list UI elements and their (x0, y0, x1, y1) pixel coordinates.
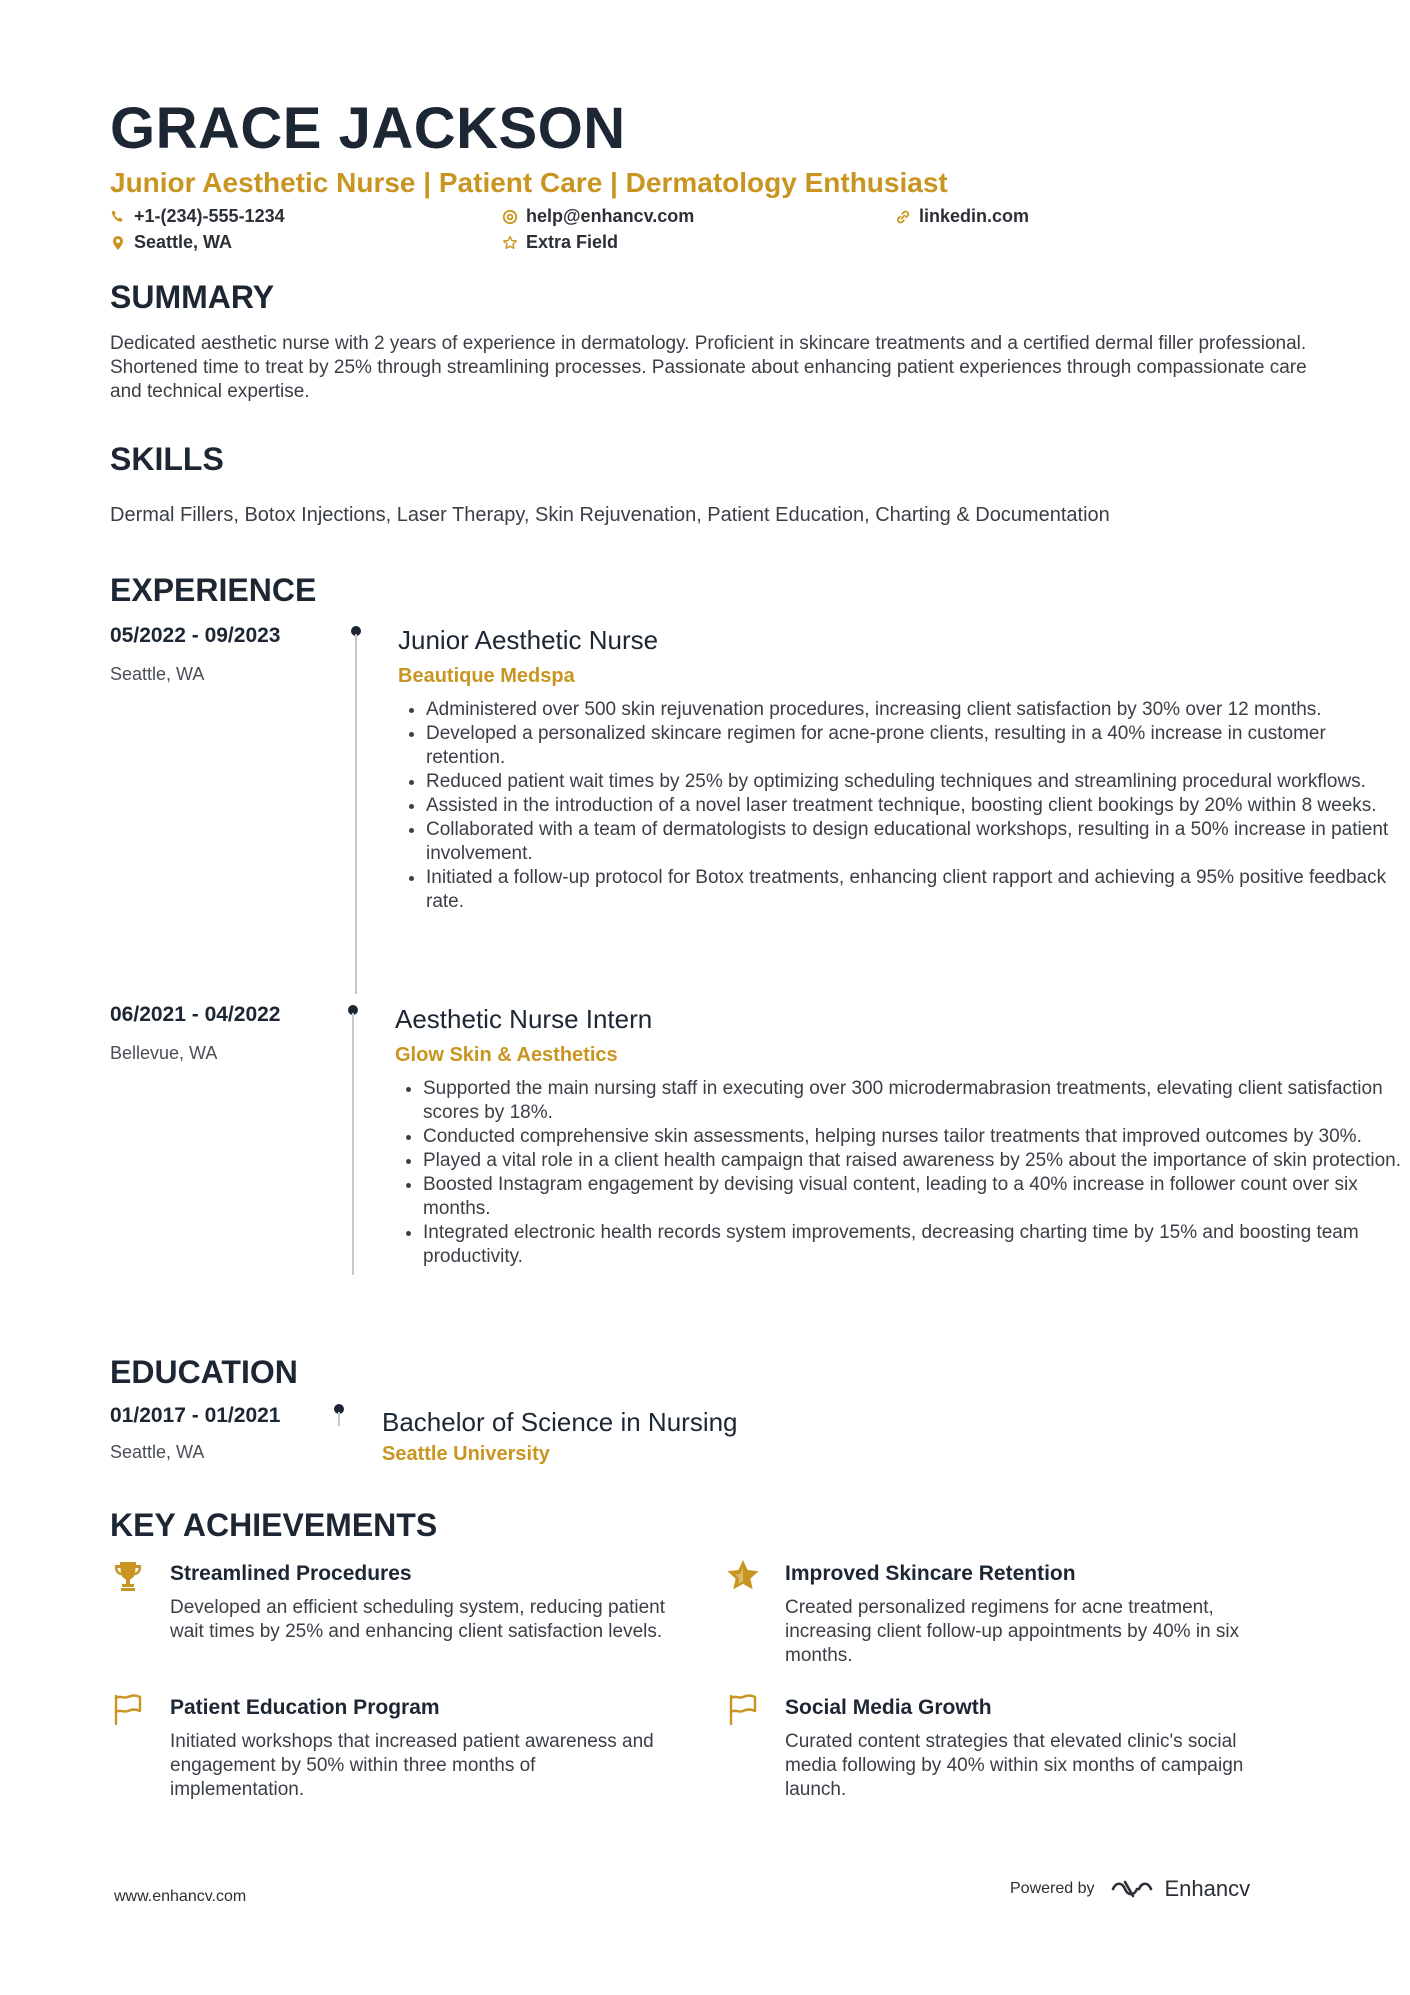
education-location: Seattle, WA (110, 1442, 205, 1462)
enhancv-logo-icon (1109, 1876, 1157, 1902)
link-icon (895, 209, 911, 225)
candidate-name: GRACE JACKSON (110, 96, 626, 161)
education-heading: EDUCATION (110, 1354, 298, 1390)
timeline-line (355, 634, 357, 994)
achievements-heading: KEY ACHIEVEMENTS (110, 1507, 438, 1543)
candidate-title: Junior Aesthetic Nurse | Patient Care | Dermatology Enthusiast (110, 167, 948, 198)
achievement-desc: Curated content strategies that elevated clinic's social media following by 40% within six months of campaign launch. (785, 1731, 1244, 1800)
experience-section (110, 571, 1310, 609)
job-dates: 05/2022 - 09/2023 (110, 624, 281, 647)
skills-heading: SKILLS (110, 441, 224, 477)
summary-heading: SUMMARY (110, 279, 275, 315)
contact-phone[interactable] (110, 206, 285, 227)
job-company[interactable]: Beautique Medspa (398, 665, 575, 687)
list-item: • Conducted comprehensive skin assessments, helping nurses tailor treatments that improved outcomes by 30%. (423, 1125, 1405, 1149)
achievement-title: Streamlined Procedures (170, 1562, 412, 1585)
achievement-desc: Initiated workshops that increased patient awareness and engagement by 50% within three months of implementation. (170, 1731, 654, 1800)
footer-branding (1010, 1876, 1250, 1902)
list-item: • Boosted Instagram engagement by devising visual content, leading to a 40% increase in follower count over six months. (423, 1173, 1405, 1221)
list-item: • Integrated electronic health records system improvements, decreasing charting time by 15% and boosting team productivity. (423, 1221, 1405, 1269)
list-item: • Initiated a follow-up protocol for Botox treatments, enhancing client rapport and achieving a 95% positive feedback rate. (426, 866, 1408, 914)
job-bullets (398, 698, 1408, 914)
location-text: Seattle, WA (134, 232, 233, 252)
linkedin-text: linkedin.com (919, 206, 1030, 226)
school[interactable]: Seattle University (382, 1443, 550, 1465)
list-item: • Developed a personalized skincare regimen for acne-prone clients, resulting in a 40% increase in customer retention. (426, 722, 1408, 770)
contact-location (110, 232, 232, 253)
experience-heading: EXPERIENCE (110, 572, 317, 608)
timeline-line (352, 1013, 354, 1275)
job-details (395, 1003, 1405, 1269)
achievements-section (110, 1506, 1310, 1544)
job-location: Bellevue, WA (110, 1043, 218, 1063)
degree: Bachelor of Science in Nursing (382, 1407, 738, 1437)
education-entry (110, 1404, 1310, 1464)
skills-section (110, 440, 1310, 528)
job-role: Junior Aesthetic Nurse (398, 625, 659, 655)
skills-list: Dermal Fillers, Botox Injections, Laser Therapy, Skin Rejuvenation, Patient Education, Charting & Documentation (110, 504, 1110, 526)
achievement-title: Improved Skincare Retention (785, 1562, 1076, 1585)
list-item: • Reduced patient wait times by 25% by optimizing scheduling techniques and streamlining procedural workflows. (426, 770, 1408, 794)
email-text: help@enhancv.com (526, 206, 695, 226)
extra-field-text: Extra Field (526, 232, 619, 252)
contact-linkedin[interactable] (895, 206, 1029, 227)
at-icon (502, 209, 518, 225)
experience-entry (110, 624, 1389, 994)
contact-email[interactable] (502, 206, 694, 227)
job-location: Seattle, WA (110, 664, 205, 684)
achievement-title: Social Media Growth (785, 1696, 992, 1719)
location-pin-icon (110, 235, 126, 251)
achievement-desc: Developed an efficient scheduling system, reducing patient wait times by 25% and enhancing client satisfaction levels. (170, 1597, 666, 1642)
education-dates: 01/2017 - 01/2021 (110, 1404, 281, 1427)
list-item: • Supported the main nursing staff in executing over 300 microdermabrasion treatments, elevating client satisfaction scores by 18%. (423, 1077, 1405, 1125)
education-details (382, 1406, 1282, 1466)
list-item: • Collaborated with a team of dermatologists to design educational workshops, resulting in a 50% increase in patient involvement. (426, 818, 1408, 866)
job-role: Aesthetic Nurse Intern (395, 1004, 653, 1034)
enhancv-logo[interactable] (1109, 1876, 1251, 1902)
summary-section (110, 278, 1310, 404)
achievement-title: Patient Education Program (170, 1696, 440, 1719)
footer-website[interactable]: www.enhancv.com (114, 1888, 247, 1905)
flag-icon (725, 1692, 761, 1728)
list-item: • Played a vital role in a client health campaign that raised awareness by 25% about the importance of skin protection. (423, 1149, 1405, 1173)
achievement-desc: Created personalized regimens for acne treatment, increasing client follow-up appointments by 40% in six months. (785, 1597, 1240, 1666)
education-section (110, 1353, 1310, 1391)
brand-name: Enhancv (1164, 1876, 1251, 1901)
job-details (398, 624, 1408, 914)
phone-text: +1-(234)-555-1234 (134, 206, 285, 226)
list-item: • Administered over 500 skin rejuvenation procedures, increasing client satisfaction by 30% over 12 months. (426, 698, 1408, 722)
header (110, 96, 1310, 256)
contact-info (110, 204, 1310, 256)
summary-text: Dedicated aesthetic nurse with 2 years of experience in dermatology. Proficient in skincare treatments and a certified dermal filler professional. Shortened time to treat by 25% through streamlining processes. Passionate about enhancing patient experiences through compassionate care and technical expertise. (110, 333, 1307, 402)
powered-by-text: Powered by (1010, 1880, 1095, 1897)
timeline-line (338, 1412, 340, 1426)
trophy-icon (110, 1558, 146, 1594)
star-icon (725, 1558, 761, 1594)
experience-entry (110, 1003, 1402, 1275)
job-company[interactable]: Glow Skin & Aesthetics (395, 1044, 618, 1066)
list-item: • Assisted in the introduction of a novel laser treatment technique, boosting client bookings by 20% within 8 weeks. (426, 794, 1408, 818)
phone-icon (110, 209, 126, 225)
star-outline-icon (502, 235, 518, 251)
contact-extra (502, 232, 618, 253)
flag-icon (110, 1692, 146, 1728)
job-dates: 06/2021 - 04/2022 (110, 1003, 281, 1026)
job-bullets (395, 1077, 1405, 1269)
